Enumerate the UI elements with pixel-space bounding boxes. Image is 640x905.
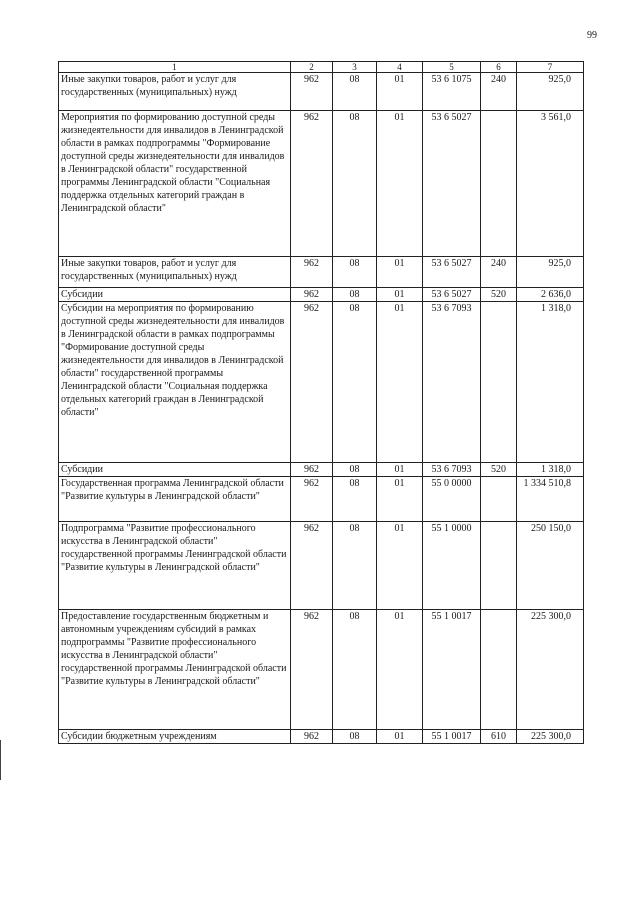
row-ved: 962 bbox=[291, 302, 333, 463]
row-csr: 55 1 0017 bbox=[423, 610, 481, 730]
row-sum: 1 318,0 bbox=[517, 302, 584, 463]
row-vr: 610 bbox=[481, 730, 517, 744]
row-csr: 53 6 7093 bbox=[423, 463, 481, 477]
row-name: Предоставление государственным бюджетным и автономным учреждениям субсидий в рамках подпрограммы "Развитие профессионального искусства в Ленинградской области" государственной программы Ленинградской области "Развитие культуры в Ленинградской области" bbox=[59, 610, 291, 730]
row-name: Субсидии на мероприятия по формированию доступной среды жизнедеятельности для инвалидов в Ленинградской области в рамках подпрограммы "Формирование доступной среды жизнедеятельности для инвалидов в Ленинградской области" государственной программы Ленинградской области "Социальная поддержка отдельных категорий граждан в Ленинградской области" bbox=[59, 302, 291, 463]
row-rz: 08 bbox=[333, 73, 377, 111]
row-sum: 925,0 bbox=[517, 257, 584, 288]
row-rz: 08 bbox=[333, 463, 377, 477]
row-sum: 225 300,0 bbox=[517, 730, 584, 744]
row-pr: 01 bbox=[377, 257, 423, 288]
row-rz: 08 bbox=[333, 111, 377, 257]
row-sum: 3 561,0 bbox=[517, 111, 584, 257]
row-vr: 520 bbox=[481, 288, 517, 302]
row-rz: 08 bbox=[333, 288, 377, 302]
row-csr: 53 6 5027 bbox=[423, 257, 481, 288]
column-header: 2 bbox=[291, 62, 333, 73]
row-ved: 962 bbox=[291, 610, 333, 730]
row-pr: 01 bbox=[377, 477, 423, 522]
row-pr: 01 bbox=[377, 522, 423, 610]
column-header: 1 bbox=[59, 62, 291, 73]
row-pr: 01 bbox=[377, 730, 423, 744]
table-row bbox=[59, 610, 584, 730]
budget-table bbox=[58, 61, 584, 744]
row-sum: 925,0 bbox=[517, 73, 584, 111]
column-header: 5 bbox=[423, 62, 481, 73]
row-csr: 53 6 5027 bbox=[423, 288, 481, 302]
table-row bbox=[59, 730, 584, 744]
row-ved: 962 bbox=[291, 463, 333, 477]
row-csr: 55 1 0017 bbox=[423, 730, 481, 744]
row-name: Субсидии bbox=[59, 288, 291, 302]
row-csr: 53 6 7093 bbox=[423, 302, 481, 463]
row-sum: 225 300,0 bbox=[517, 610, 584, 730]
row-csr: 55 1 0000 bbox=[423, 522, 481, 610]
table-row bbox=[59, 477, 584, 522]
row-pr: 01 bbox=[377, 288, 423, 302]
row-pr: 01 bbox=[377, 73, 423, 111]
row-vr bbox=[481, 610, 517, 730]
row-sum: 1 318,0 bbox=[517, 463, 584, 477]
row-vr bbox=[481, 302, 517, 463]
column-header: 4 bbox=[377, 62, 423, 73]
row-name: Субсидии bbox=[59, 463, 291, 477]
row-name: Государственная программа Ленинградской области "Развитие культуры в Ленинградской области" bbox=[59, 477, 291, 522]
row-csr: 55 0 0000 bbox=[423, 477, 481, 522]
row-sum: 2 636,0 bbox=[517, 288, 584, 302]
row-vr: 240 bbox=[481, 73, 517, 111]
table-row bbox=[59, 73, 584, 111]
row-rz: 08 bbox=[333, 610, 377, 730]
column-header: 6 bbox=[481, 62, 517, 73]
row-rz: 08 bbox=[333, 477, 377, 522]
column-number-row bbox=[59, 62, 584, 73]
row-ved: 962 bbox=[291, 111, 333, 257]
row-vr bbox=[481, 111, 517, 257]
row-vr bbox=[481, 522, 517, 610]
row-csr: 53 6 1075 bbox=[423, 73, 481, 111]
row-sum: 250 150,0 bbox=[517, 522, 584, 610]
row-csr: 53 6 5027 bbox=[423, 111, 481, 257]
row-name: Подпрограмма "Развитие профессионального искусства в Ленинградской области" государственной программы Ленинградской области "Развитие культуры в Ленинградской области" bbox=[59, 522, 291, 610]
column-header: 7 bbox=[517, 62, 584, 73]
row-ved: 962 bbox=[291, 522, 333, 610]
table-row bbox=[59, 257, 584, 288]
row-ved: 962 bbox=[291, 257, 333, 288]
row-rz: 08 bbox=[333, 522, 377, 610]
column-header: 3 bbox=[333, 62, 377, 73]
row-name: Иные закупки товаров, работ и услуг для государственных (муниципальных) нужд bbox=[59, 73, 291, 111]
table-row bbox=[59, 302, 584, 463]
row-pr: 01 bbox=[377, 463, 423, 477]
row-rz: 08 bbox=[333, 302, 377, 463]
table-row bbox=[59, 463, 584, 477]
row-ved: 962 bbox=[291, 288, 333, 302]
row-vr: 240 bbox=[481, 257, 517, 288]
row-vr: 520 bbox=[481, 463, 517, 477]
row-name: Мероприятия по формированию доступной среды жизнедеятельности для инвалидов в Ленинградской области в рамках подпрограммы "Формирование доступной среды жизнедеятельности для инвалидов в Ленинградской области" государственной программы Ленинградской области "Социальная поддержка отдельных категорий граждан в Ленинградской области" bbox=[59, 111, 291, 257]
row-pr: 01 bbox=[377, 302, 423, 463]
page-number: 99 bbox=[587, 30, 597, 41]
row-pr: 01 bbox=[377, 111, 423, 257]
row-ved: 962 bbox=[291, 730, 333, 744]
margin-mark bbox=[0, 740, 1, 780]
row-rz: 08 bbox=[333, 730, 377, 744]
table-row bbox=[59, 522, 584, 610]
row-name: Субсидии бюджетным учреждениям bbox=[59, 730, 291, 744]
table-row bbox=[59, 111, 584, 257]
table-row bbox=[59, 288, 584, 302]
row-vr bbox=[481, 477, 517, 522]
row-pr: 01 bbox=[377, 610, 423, 730]
row-sum: 1 334 510,8 bbox=[517, 477, 584, 522]
row-rz: 08 bbox=[333, 257, 377, 288]
row-ved: 962 bbox=[291, 477, 333, 522]
row-name: Иные закупки товаров, работ и услуг для государственных (муниципальных) нужд bbox=[59, 257, 291, 288]
row-ved: 962 bbox=[291, 73, 333, 111]
